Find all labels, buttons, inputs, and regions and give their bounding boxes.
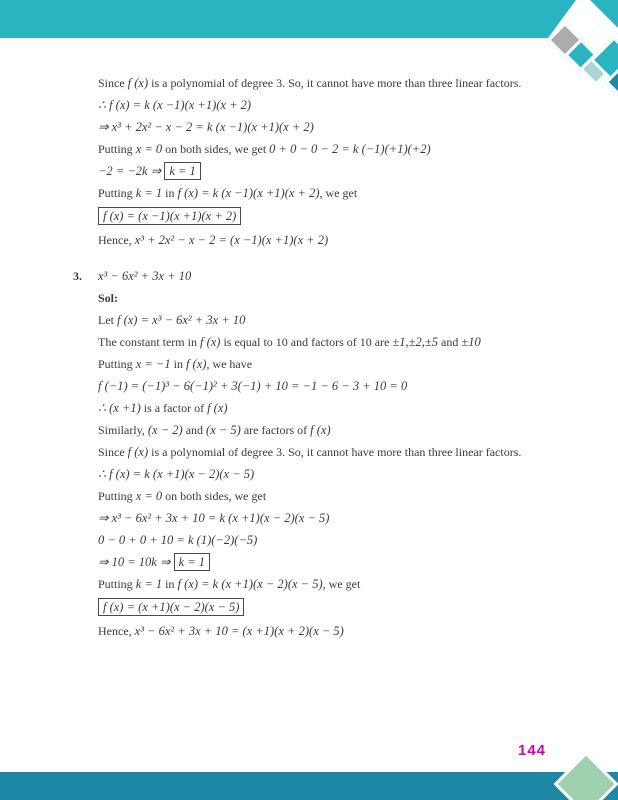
text-segment: f (x) = x³ − 6x² + 3x + 10 bbox=[117, 313, 246, 327]
text-segment: f (x) bbox=[127, 76, 149, 90]
text-segment: Similarly, bbox=[98, 423, 148, 437]
text-segment: f (x) bbox=[199, 335, 221, 349]
text-segment: Since bbox=[98, 445, 128, 459]
boxed-result: k = 1 bbox=[174, 553, 210, 571]
text-segment: ⇒ x³ − 6x² + 3x + 10 = k (x +1)(x − 2)(x − 5) bbox=[98, 511, 330, 525]
exercise-item-line bbox=[73, 265, 593, 287]
content-line bbox=[98, 463, 593, 485]
bottom-green-diamond-icon bbox=[553, 751, 618, 800]
content-line bbox=[98, 620, 593, 642]
text-segment: in bbox=[162, 186, 178, 200]
bottom-border-band bbox=[0, 772, 618, 800]
content-line bbox=[98, 595, 593, 620]
boxed-result: f (x) = (x +1)(x − 2)(x − 5) bbox=[98, 598, 244, 616]
content-line bbox=[98, 529, 593, 551]
text-segment: f (x) = k (x +1)(x − 2)(x − 5) bbox=[177, 577, 323, 591]
text-segment: in bbox=[170, 357, 186, 371]
text-segment: are factors of bbox=[240, 423, 311, 437]
text-segment: Putting bbox=[98, 577, 136, 591]
text-segment: is a polynomial of degree 3. So, it cannot have more than three linear factors. bbox=[148, 76, 522, 90]
content-line bbox=[98, 485, 593, 507]
text-segment: ±10 bbox=[461, 335, 481, 349]
content-line bbox=[98, 72, 593, 94]
text-segment: x³ − 6x² + 3x + 10 = (x +1)(x + 2)(x − 5) bbox=[134, 624, 344, 638]
content-line bbox=[98, 507, 593, 529]
text-segment: x³ − 6x² + 3x + 10 bbox=[98, 269, 192, 283]
text-segment: on both sides, we get bbox=[162, 489, 267, 503]
text-segment: (x − 2) bbox=[147, 423, 183, 437]
text-segment: ∴ f (x) = k (x +1)(x − 2)(x − 5) bbox=[98, 467, 255, 481]
content-line bbox=[98, 204, 593, 229]
text-segment: Sol: bbox=[98, 291, 119, 305]
content-line bbox=[98, 397, 593, 419]
text-segment: f (x) bbox=[185, 357, 207, 371]
content-line bbox=[98, 551, 593, 573]
text-segment: ⇒ 10 = 10k ⇒ bbox=[98, 555, 174, 569]
text-segment: k = 1 bbox=[135, 577, 163, 591]
page-content bbox=[73, 72, 593, 642]
text-segment: ±1,±2,±5 bbox=[392, 335, 439, 349]
text-segment: on both sides, we get bbox=[162, 142, 270, 156]
page-number: 144 bbox=[518, 742, 547, 759]
boxed-result: f (x) = (x −1)(x +1)(x + 2) bbox=[98, 207, 241, 225]
content-line bbox=[98, 331, 593, 353]
top-border-band bbox=[0, 0, 618, 38]
text-segment: x = −1 bbox=[135, 357, 171, 371]
text-segment: x = 0 bbox=[135, 142, 163, 156]
text-segment: f (x) = k (x −1)(x +1)(x + 2) bbox=[177, 186, 320, 200]
text-segment: , we get bbox=[322, 577, 361, 591]
text-segment: Since bbox=[98, 76, 128, 90]
content-line bbox=[98, 419, 593, 441]
text-segment: k = 1 bbox=[135, 186, 163, 200]
text-segment: is a factor of bbox=[140, 401, 208, 415]
text-segment: is equal to 10 and factors of 10 are bbox=[220, 335, 393, 349]
text-segment: f (x) bbox=[127, 445, 149, 459]
text-segment: 0 − 0 + 0 + 10 = k (1)(−2)(−5) bbox=[98, 533, 258, 547]
text-segment: The constant term in bbox=[98, 335, 200, 349]
item-number: 3. bbox=[73, 269, 82, 283]
line-spacer bbox=[98, 251, 593, 265]
content-line bbox=[98, 116, 593, 138]
text-segment: Putting bbox=[98, 186, 136, 200]
text-segment: 0 + 0 − 0 − 2 = k (−1)(+1)(+2) bbox=[269, 142, 431, 156]
text-segment: ⇒ x³ + 2x² − x − 2 = k (x −1)(x +1)(x + 2) bbox=[98, 120, 314, 134]
text-segment: f (x) bbox=[310, 423, 331, 437]
text-segment: ∴ f (x) = k (x −1)(x +1)(x + 2) bbox=[98, 98, 252, 112]
text-segment: x³ + 2x² − x − 2 = (x −1)(x +1)(x + 2) bbox=[134, 233, 329, 247]
text-segment: ∴ (x +1) bbox=[98, 401, 141, 415]
text-segment: in bbox=[162, 577, 178, 591]
text-segment: and bbox=[182, 423, 207, 437]
content-line bbox=[98, 138, 593, 160]
boxed-result: k = 1 bbox=[164, 162, 200, 180]
text-segment: Putting bbox=[98, 489, 136, 503]
content-line bbox=[98, 229, 593, 251]
text-segment: x = 0 bbox=[135, 489, 163, 503]
text-segment: Putting bbox=[98, 142, 136, 156]
text-segment: f (x) bbox=[207, 401, 228, 415]
content-line bbox=[98, 94, 593, 116]
content-line bbox=[98, 375, 593, 397]
text-segment: and bbox=[438, 335, 462, 349]
text-segment: Hence, bbox=[98, 233, 135, 247]
text-segment: Let bbox=[98, 313, 117, 327]
text-segment: Putting bbox=[98, 357, 136, 371]
content-line bbox=[98, 441, 593, 463]
text-segment: , we get bbox=[319, 186, 358, 200]
text-segment: (x − 5) bbox=[206, 423, 241, 437]
text-segment: , we have bbox=[206, 357, 253, 371]
content-line bbox=[98, 353, 593, 375]
content-line bbox=[98, 160, 593, 182]
text-segment: Hence, bbox=[98, 624, 135, 638]
content-line bbox=[98, 287, 593, 309]
text-segment: is a polynomial of degree 3. So, it cannot have more than three linear factors. bbox=[148, 445, 522, 459]
content-line bbox=[98, 182, 593, 204]
content-line bbox=[98, 309, 593, 331]
content-line bbox=[98, 573, 593, 595]
text-segment: −2 = −2k ⇒ bbox=[98, 164, 165, 178]
text-segment: f (−1) = (−1)³ − 6(−1)² + 3(−1) + 10 = −1 − 6 − 3 + 10 = 0 bbox=[98, 379, 408, 393]
